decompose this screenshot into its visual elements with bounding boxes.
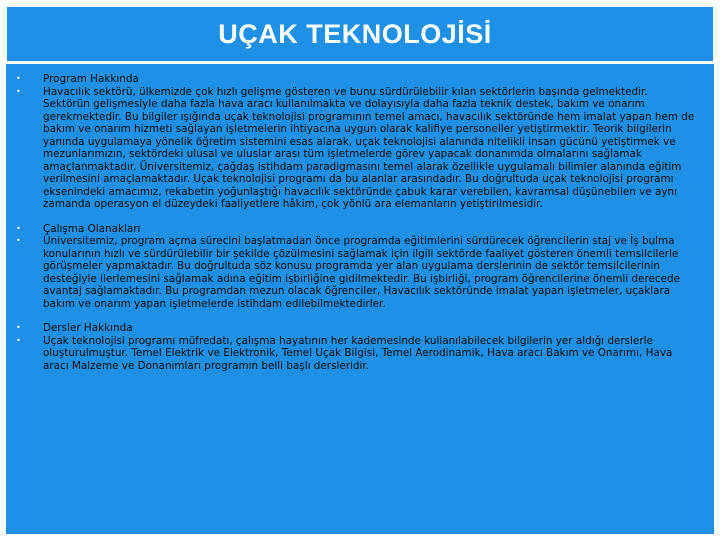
- section-job-opportunities: [14, 223, 696, 311]
- bullet-icon: •: [16, 86, 21, 96]
- bullet-icon: •: [16, 74, 21, 83]
- bullet-icon: •: [16, 323, 21, 332]
- content-panel: [6, 64, 714, 534]
- bullet-icon: •: [16, 335, 21, 345]
- section-body: Uçak teknolojisi programı müfredatı, çalışma hayatının her kademesinde kullanılabilecek bilgilerin yer aldığı derslerle oluşturulmuştur. Temel Elektrik ve Elektronik, Temel Uçak Bilgisi, Temel Aerodinamik, Hava aracı Bakım ve Onarımı, Hava aracı Malzeme ve Donanımları programın belli başlı dersleridir.: [43, 334, 673, 372]
- section-heading: Çalışma Olanakları: [43, 222, 141, 235]
- section-program-about: [14, 73, 696, 211]
- title-panel: [6, 6, 714, 62]
- section-heading: Dersler Hakkında: [43, 322, 133, 334]
- section-body: Üniversitemiz, program açma sürecini başlatmadan önce programda eğitimlerini sürdürecek öğrencilerin staj ve İş bulma konularının hızlı ve sürdürülebilir bir şekilde çözülmesini sağlamak için ilgili sektörde faaliyet gösteren önemli temsilcilerle görüşmeler yapmaktadır. Bu doğrultuda söz konusu programda yer alan uygulama derslerinin de sektör temsilcilerinin desteğiyle ilerlemesini sağlamak adına eğitim işbirliğine gidilmektedir. Bu işbirliği, program öğrencilerine önemli derecede avantaj sağlamaktadır. Bu programdan mezun olacak öğrenciler, Havacılık sektöründe imalat yapan işletmeler, uçaklara bakım ve onarım yapan işletmelerde istihdam edilebilmektedirler.: [43, 235, 680, 310]
- bullet-icon: •: [16, 223, 21, 233]
- section-body: Havacılık sektörü, ülkemizde çok hızlı gelişme gösteren ve bunu sürdürülebilir kılan sektörlerin başında gelmektedir. Sektörün gelişmesiyle daha fazla hava aracı kullanılmakta ve dolayısıyla daha fazla teknik destek, bakım ve onarım gerekmektedir. Bu bilgiler ışığında uçak teknolojisi programının temel amacı, havacılık sektöründe hem imalat yapan hem de bakım ve onarım hizmeti sağlayan işletmelerin ihtiyacına uygun olarak kalifiye personeller yetiştirmektir. Teorik bilgilerin yanında uygulamaya yönelik öğretim sistemini esas alarak, uçak teknolojisi alanında nitelikli insan gücünü yetiştirmek ve mezunlarımızın, sektördeki ulusal ve uluslar arası tüm işletmelerde görev yapacak donanımda olmalarını sağlamak amaçlanmaktadır. Üniversitemiz, çağdaş istihdam paradigmasını temel alarak özellikle uygulamalı bilimler alanında eğitim verilmesini amaçlamaktadır. Uçak teknolojisi programı da bu alanlar arasındadır. Bu doğrultuda uçak teknolojisi programı eksenindeki amacımız, rekabetin yoğunlaştığı havacılık sektöründe çabuk karar verebilen, kavramsal düşünebilen ve aynı zamanda operasyon el düzeydeki faaliyetlere hâkim, çok yönlü ara elemanların yetiştirilmesidir.: [43, 85, 695, 210]
- section-courses-about: [14, 322, 696, 372]
- section-heading: Program Hakkında: [43, 73, 139, 85]
- slide-title: UÇAK TEKNOLOJİSİ: [218, 18, 492, 49]
- bullet-icon: •: [16, 236, 21, 245]
